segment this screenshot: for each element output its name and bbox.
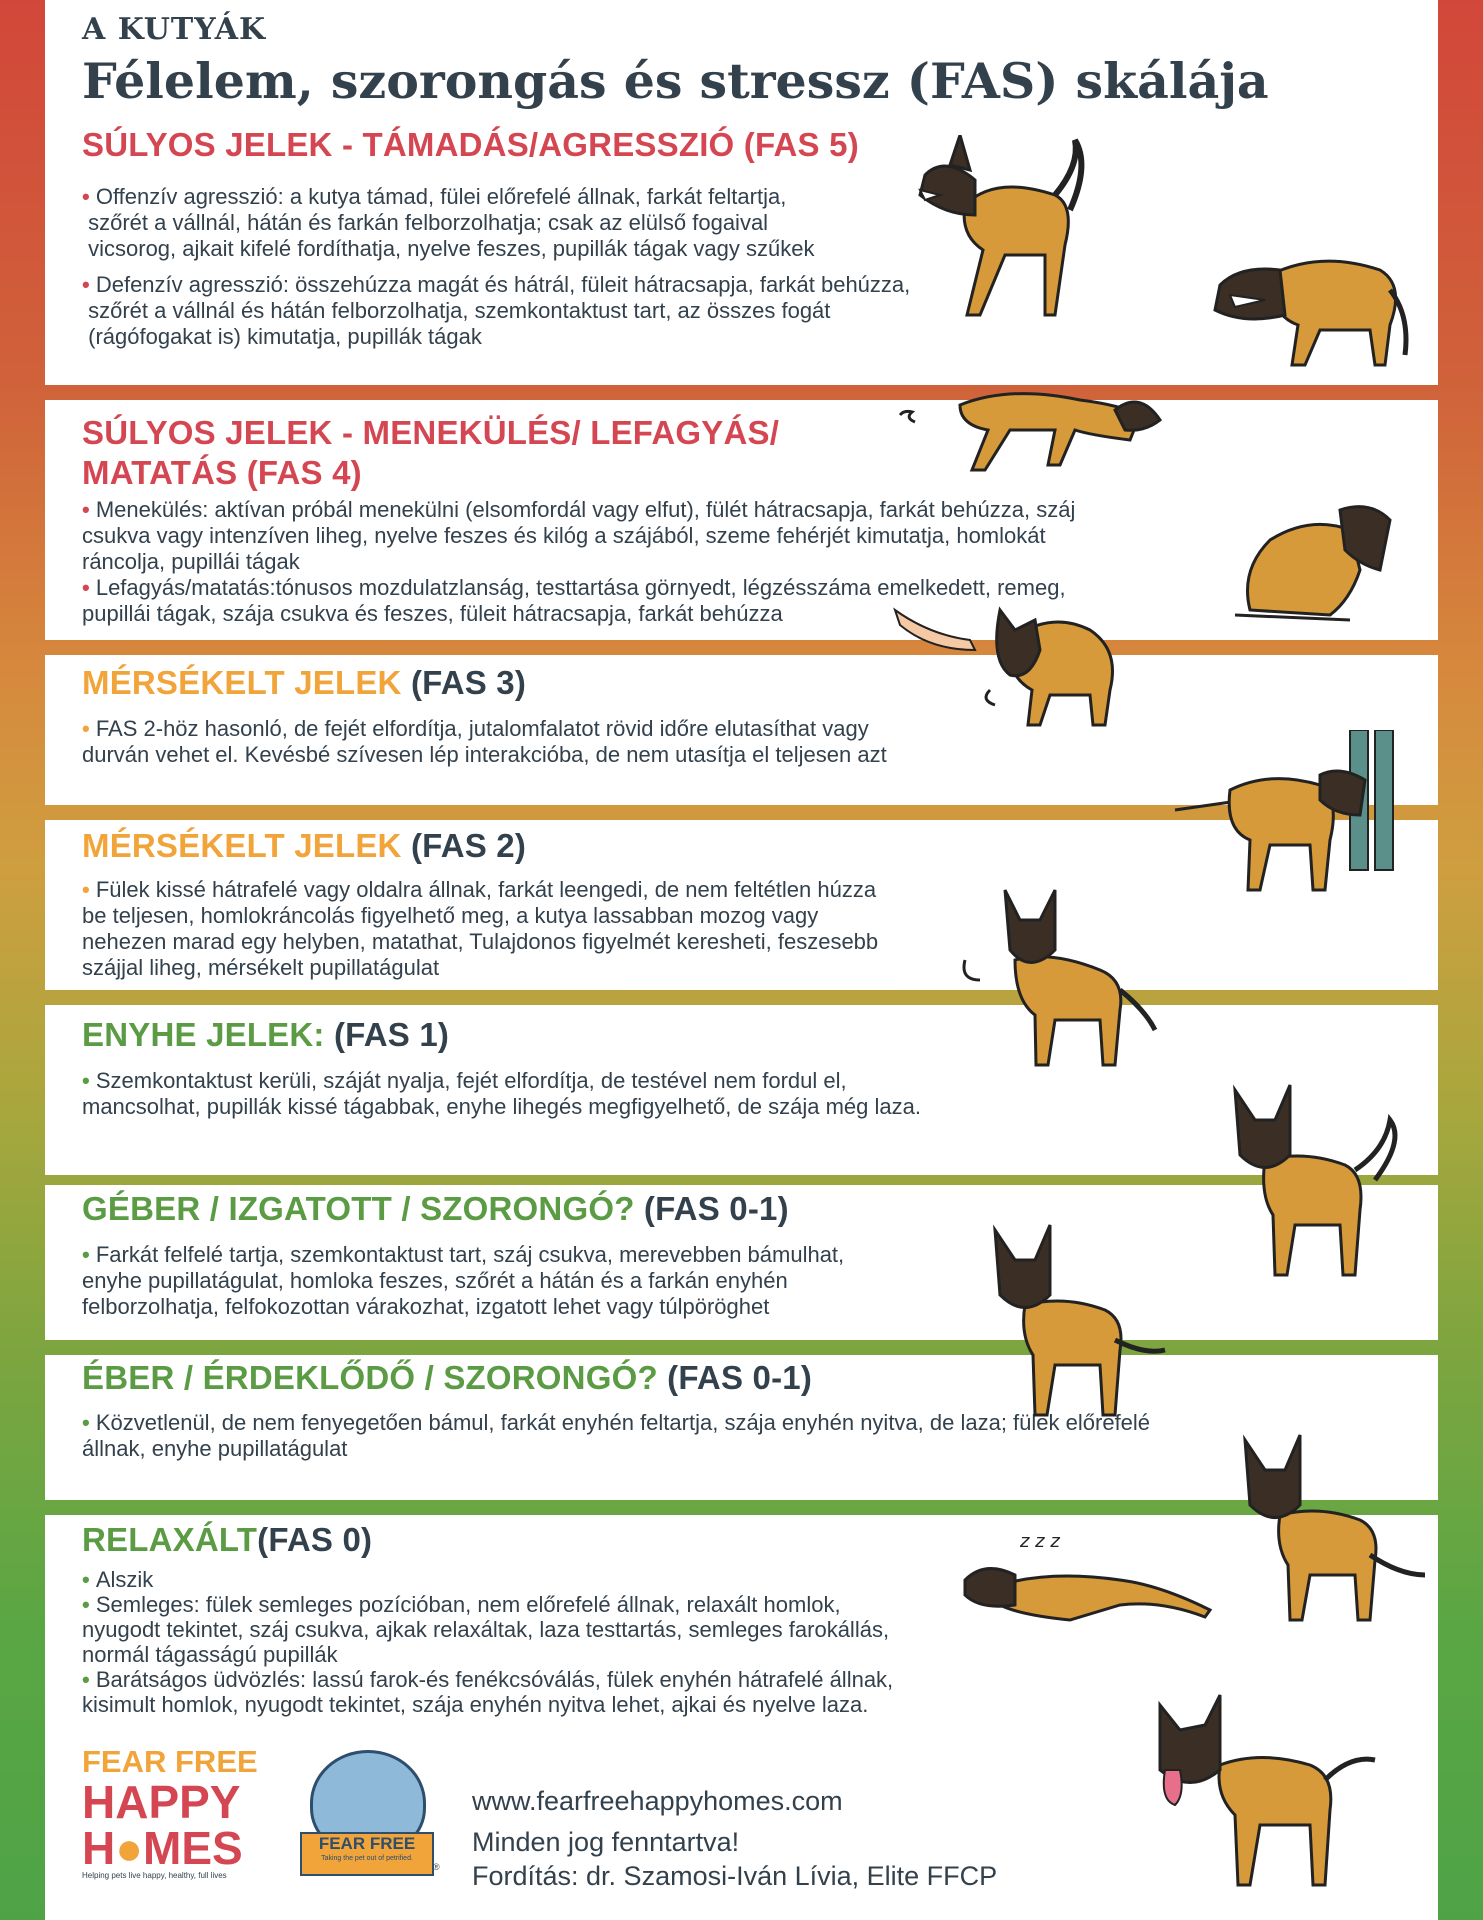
text-relaxed: • Alszik • Semleges: fülek semleges pozícióban, nem előrefelé állnak, relaxált homlok, nyugodt tekintet, száj csukva, ajkak relaxáltak, laza testtartás, semleges farokállás, normál tágasságú pupillák • Barátságos üdvözlés: lassú farok-és fenékcsóválás, fülek enyhén hátrafelé állnak, kisimult homlok, nyugodt tekintet, szája enyhén nyitva lehet, ajkai és nyelve laza. — [82, 1567, 894, 1717]
page-title: Félelem, szorongás és stressz (FAS) skálája — [82, 52, 1269, 110]
dog-fleeing-illustration — [890, 370, 1170, 480]
logo-happy-homes-line2: HAPPY — [82, 1776, 241, 1828]
text-fas3: • FAS 2-höz hasonló, de fejét elfordítja, jutalomfalatot rövid időre elutasíthat vagy durván vehet el. Kevésbé szívesen lép interakcióba, de nem utasítja el teljesen azt — [82, 716, 887, 767]
heading-fas1: ENYHE JELEK: (FAS 1) — [82, 1016, 450, 1053]
dog-defensive-aggression-illustration — [1210, 235, 1420, 375]
text-fas5: • Offenzív agresszió: a kutya támad, fülei előrefelé állnak, farkát feltartja, szőrét a vállnál, hátán és farkán felborzolhatja; csak az elülső fogaival vicsorog, ajkait kifelé fordíthatja, nyelve feszes, pupillák tágak vagy szűkek • Defenzív agresszió: összehúzza magát és hátrál, füleit hátracsapja, farkát behúzza, szőrét a vállnál és hátán felborzolhatja, szemkontaktust tart, az összes fogát (rágófogakat is) kimutatja, pupillák tágak — [82, 184, 911, 349]
heading-fas4: SÚLYOS JELEK - MENEKÜLÉS/ LEFAGYÁS/ MATATÁS (FAS 4) — [82, 414, 780, 491]
dog-fas1-illustration — [960, 880, 1160, 1070]
logo-happy-homes-line1: FEAR FREE — [82, 1744, 258, 1779]
dog-sleeping-illustration — [960, 1525, 1220, 1635]
sleep-zzz-text: z z z — [1020, 1531, 1060, 1552]
registered-mark: ® — [433, 1862, 440, 1872]
text-fas1: • Szemkontaktust kerüli, száját nyalja, fejét elfordítja, de testével nem fordul el, mancsolhat, pupillák kissé tágabbak, enyhe lihegés megfigyelhető, de szája még laza. — [82, 1068, 921, 1119]
footer-translation: Fordítás: dr. Szamosi-Iván Lívia, Elite FFCP — [472, 1861, 998, 1891]
logo-fear-free-banner: FEAR FREE Taking the pet out of petrified. — [300, 1832, 434, 1876]
footer-rights: Minden jog fenntartva! — [472, 1827, 740, 1857]
text-geber: • Farkát felfelé tartja, szemkontaktust tart, száj csukva, merevebben bámulhat, enyhe pupillatágulat, homloka feszes, szőrét a hátán és a farkán enyhén felborzolhatja, felfokozottan várakozhat, izgatott lehet vagy túlpöröghet — [82, 1242, 845, 1319]
dog-fas3-hand-illustration — [890, 600, 1150, 730]
dog-eber-illustration — [985, 1220, 1185, 1420]
logo-happy-homes-line3: H●MES — [82, 1822, 243, 1874]
heading-relaxed: RELAXÁLT(FAS 0) — [82, 1521, 373, 1558]
dog-relaxed-standing-illustration — [1240, 1425, 1430, 1625]
paw-icon: ● — [115, 1822, 144, 1874]
text-eber: • Közvetlenül, de nem fenyegetően bámul, farkát enyhén feltartja, szája enyhén nyitva, de laza; fülek előrefelé állnak, enyhe pupillatágulat — [82, 1410, 1151, 1461]
logo-happy-homes — [82, 1745, 272, 1895]
heading-fas3: MÉRSÉKELT JELEK (FAS 3) — [82, 664, 527, 701]
heading-fas5: SÚLYOS JELEK - TÁMADÁS/AGRESSZIÓ (FAS 5) — [82, 126, 859, 163]
page-kicker: A KUTYÁK — [82, 12, 267, 47]
heading-fas2: MÉRSÉKELT JELEK (FAS 2) — [82, 827, 527, 864]
heading-eber: ÉBER / ÉRDEKLŐDŐ / SZORONGÓ? (FAS 0-1) — [82, 1359, 813, 1396]
logo-happy-homes-tagline: Helping pets live happy, healthy, full lives — [82, 1871, 227, 1880]
footer-url[interactable]: www.fearfreehappyhomes.com — [472, 1786, 843, 1816]
dog-friendly-greeting-illustration — [1140, 1685, 1400, 1895]
dog-freezing-illustration — [1230, 490, 1410, 630]
text-fas2: • Fülek kissé hátrafelé vagy oldalra állnak, farkát leengedi, de nem feltétlen húzza be teljesen, homlokráncolás figyelhető meg, a kutya lassabban mozog vagy nehezen marad egy helyben, matathat, Tulajdonos figyelmét keresheti, feszesebb szájjal liheg, mérsékelt pupillatágulat — [82, 877, 879, 980]
dog-offensive-aggression-illustration — [905, 135, 1125, 335]
logo-fear-free — [300, 1750, 440, 1890]
dog-fas2-owner-legs-illustration — [1170, 730, 1420, 900]
heading-geber: GÉBER / IZGATOTT / SZORONGÓ? (FAS 0-1) — [82, 1190, 789, 1227]
text-fas4: • Menekülés: aktívan próbál menekülni (elsomfordál vagy elfut), fülét hátracsapja, farkát behúzza, száj csukva vagy intenzíven liheg, nyelve feszes és kilóg a szájából, szeme fehérjét kimutatja, homlokát ráncolja, pupillái tágak • Lefagyás/matatás:tónusos mozdulatzlanság, testtartása görnyedt, légzésszáma emelkedett, remeg, pupillái tágak, szája csukva és feszes, füleit hátracsapja, farkát behúzza — [82, 497, 1076, 626]
dog-geber-illustration — [1215, 1080, 1415, 1280]
